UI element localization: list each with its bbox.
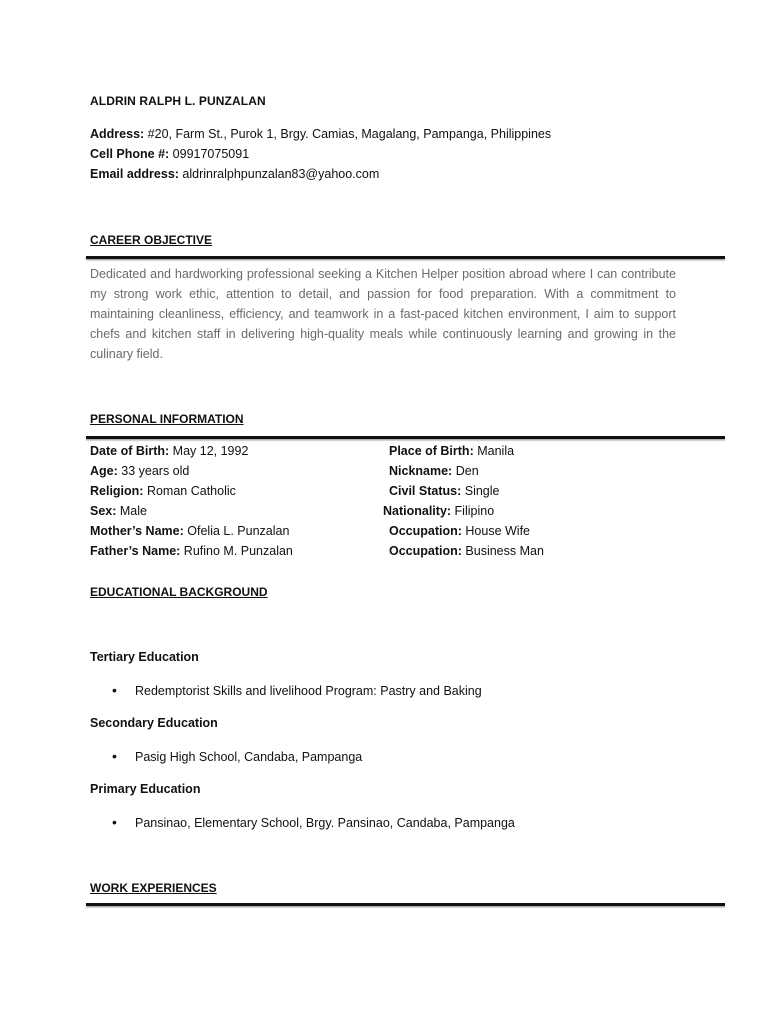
bullet-icon: • [112,748,117,764]
address-value: #20, Farm St., Purok 1, Brgy. Camias, Magalang, Pampanga, Philippines [147,127,552,141]
pi-sex [90,501,147,521]
applicant-name: ALDRIN RALPH L. PUNZALAN [90,94,266,108]
section-divider [86,436,725,439]
phone-line [90,144,249,164]
pi-date-of-birth [90,441,248,461]
primary-school: Pansinao, Elementary School, Brgy. Pansinao, Candaba, Pampanga [135,816,515,830]
personal-information-heading: PERSONAL INFORMATION [90,412,244,426]
address-line [90,124,551,144]
section-divider [86,256,725,259]
pi-value: Roman Catholic [146,484,236,498]
bullet-icon: • [112,682,117,698]
tertiary-education-label: Tertiary Education [90,650,199,664]
pi-value: Filipino [454,504,495,518]
phone-label: Cell Phone #: [90,147,170,161]
secondary-education-label: Secondary Education [90,716,218,730]
pi-value: Business Man [465,544,544,558]
pi-place-of-birth [389,441,514,461]
pi-label: Sex: [90,504,117,518]
pi-label: Nickname: [389,464,453,478]
pi-civil-status [389,481,499,501]
pi-mothers-name [90,521,289,541]
pi-value: Den [455,464,479,478]
career-objective-text: Dedicated and hardworking professional seeking a Kitchen Helper position abroad where I can contribute my strong work ethic, attention to detail, and passion for food preparation. With a commitment to maintaining cleanliness, efficiency, and teamwork in a fast-paced kitchen environment, I aim to support chefs and kitchen staff in delivering high-quality meals while continuously learning and growing in the culinary field. [90,267,676,361]
pi-nationality [383,501,494,521]
pi-label: Civil Status: [389,484,462,498]
pi-value: Rufino M. Punzalan [183,544,293,558]
pi-religion [90,481,236,501]
pi-value: House Wife [465,524,531,538]
section-divider [86,903,725,906]
educational-background-heading: EDUCATIONAL BACKGROUND [90,585,268,599]
email-line [90,164,379,184]
list-item [112,814,515,830]
pi-fathers-name [90,541,293,561]
email-label: Email address: [90,167,179,181]
pi-label: Nationality: [383,504,452,518]
tertiary-school: Redemptorist Skills and livelihood Program: Pastry and Baking [135,684,482,698]
pi-value: Manila [477,444,515,458]
pi-father-occupation [389,541,544,561]
primary-education-label: Primary Education [90,782,201,796]
pi-value: Single [464,484,500,498]
pi-label: Place of Birth: [389,444,474,458]
pi-label: Father’s Name: [90,544,181,558]
phone-value: 09917075091 [172,147,250,161]
pi-mother-occupation [389,521,530,541]
secondary-school: Pasig High School, Candaba, Pampanga [135,750,363,764]
pi-label: Mother’s Name: [90,524,184,538]
pi-age [90,461,189,481]
pi-label: Date of Birth: [90,444,170,458]
pi-value: Male [119,504,147,518]
pi-value: Ofelia L. Punzalan [187,524,290,538]
pi-label: Age: [90,464,118,478]
pi-label: Occupation: [389,524,462,538]
email-value: aldrinralphpunzalan83@yahoo.com [182,167,380,181]
work-experiences-heading: WORK EXPERIENCES [90,881,217,895]
pi-label: Religion: [90,484,144,498]
address-label: Address: [90,127,145,141]
pi-label: Occupation: [389,544,462,558]
list-item [112,748,362,764]
career-objective-heading: CAREER OBJECTIVE [90,233,213,247]
list-item [112,682,482,698]
pi-value: May 12, 1992 [172,444,249,458]
pi-nickname [389,461,479,481]
pi-value: 33 years old [121,464,190,478]
bullet-icon: • [112,814,117,830]
